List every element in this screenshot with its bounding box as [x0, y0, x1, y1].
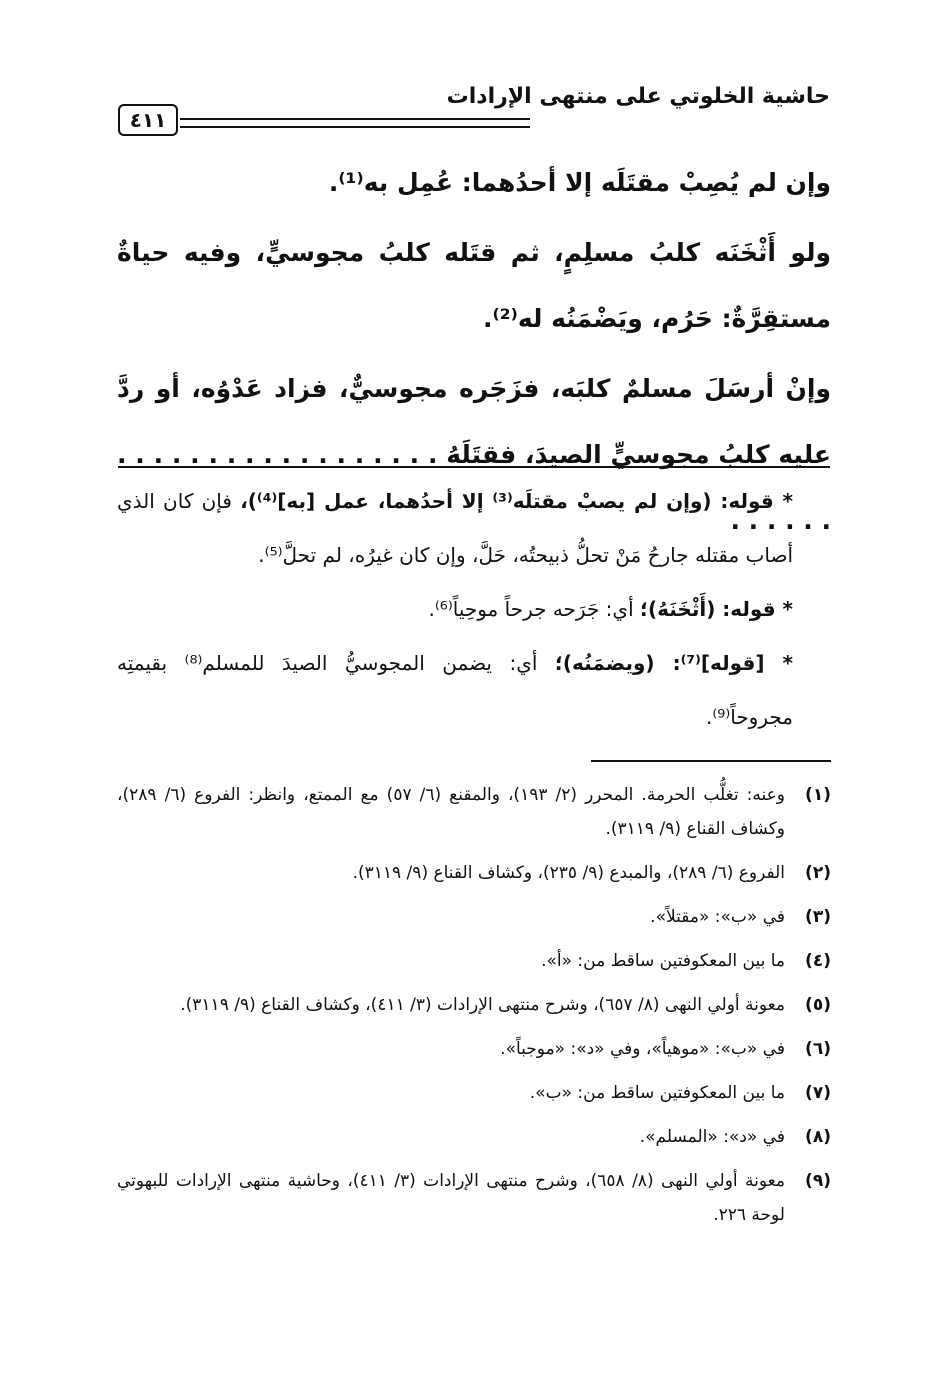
main-paragraph: ولو أَثْخَنَه كلبُ مسلِمٍ، ثم قتَله كلبُ مجوسيٍّ، وفيه حياةٌ مستقِرَّةٌ: حَرُم، ويَضْمَنُه له⁽²⁾. — [117, 238, 831, 333]
commentary-lemma: * قوله: (وإن لم يصبْ مقتلَه⁽³⁾ إلا أحدُهما، عمل [به]⁽⁴⁾)، — [240, 489, 793, 513]
footnote-text: في «ب»: «مقتلاً». — [650, 907, 785, 927]
footnote-text: معونة أولي النهى (٨/ ٦٥٧)، وشرح منتهى الإرادات (٣/ ٤١١)، وكشاف القناع (٩/ ٣١١٩). — [180, 995, 785, 1015]
footnote — [117, 1164, 831, 1232]
footnote-text: في «ب»: «موهياً»، وفي «د»: «موجباً». — [500, 1039, 785, 1059]
commentary-explanation: أي: جَرَحه جرحاً موحِياً⁽⁶⁾. — [428, 597, 640, 621]
footnote-text: الفروع (٦/ ٢٨٩)، والمبدع (٩/ ٢٣٥)، وكشاف القناع (٩/ ٣١١٩). — [352, 863, 785, 883]
commentary-paragraph — [117, 474, 831, 582]
footnote-number: (١) — [805, 785, 831, 805]
footnote-text: في «د»: «المسلم». — [639, 1127, 785, 1147]
footnote — [117, 988, 831, 1022]
commentary-explanation: أي: يضمن المجوسيُّ الصيدَ للمسلم⁽⁸⁾ بقيمتِه مجروحاً⁽⁹⁾. — [117, 651, 793, 729]
footnote-text: وعنه: تغلُّب الحرمة. المحرر (٢/ ١٩٣)، والمقنع (٦/ ٥٧) مع الممتع، وانظر: الفروع (٦/ ٢٨٩)، وكشاف القناع (٩/ ٣١١٩). — [117, 785, 785, 839]
page-number: ٤١١ — [118, 104, 178, 136]
footnote — [117, 900, 831, 934]
footnote-text: ما بين المعكوفتين ساقط من: «ب». — [529, 1083, 785, 1103]
footnote — [117, 1076, 831, 1110]
commentary-section — [117, 474, 831, 744]
footnote-number: (٩) — [805, 1171, 831, 1191]
main-paragraph: وإنْ أرسَلَ مسلمٌ كلبَه، فزَجَره مجوسيٌّ، فزاد عَدْوُه، أو ردَّ عليه كلبُ مجوسيٍّ الصيدَ، فقتَلَهُ . . . . . . . . . . . . . . . . . . . . . . . . — [117, 374, 831, 535]
commentary-explanation: فإن كان الذي أصاب مقتله جارحُ مَنْ تحلُّ ذبيحتُه، حَلَّ، وإن كان غيرُه، لم تحلَّ⁽⁵⁾. — [117, 489, 793, 567]
footnote-number: (٤) — [805, 951, 831, 971]
commentary-lemma: * قوله: (أَثْخَنَهُ)؛ — [639, 597, 793, 621]
footnote-text: ما بين المعكوفتين ساقط من: «أ». — [541, 951, 785, 971]
footnotes-section — [117, 778, 831, 1242]
page-header — [118, 78, 830, 138]
footnote-number: (٧) — [805, 1083, 831, 1103]
commentary-paragraph — [117, 582, 831, 636]
footnote-divider — [591, 760, 831, 762]
footnote-number: (٥) — [805, 995, 831, 1015]
footnote-number: (٣) — [805, 907, 831, 927]
footnote — [117, 944, 831, 978]
footnote — [117, 778, 831, 846]
commentary-lemma: * [قوله]⁽⁷⁾: (ويضمَنُه)؛ — [554, 651, 793, 675]
footnote — [117, 1032, 831, 1066]
commentary-paragraph — [117, 636, 831, 744]
footnote-number: (٢) — [805, 863, 831, 883]
main-text-divider — [118, 466, 830, 468]
footnote-number: (٨) — [805, 1127, 831, 1147]
footnote-text: معونة أولي النهى (٨/ ٦٥٨)، وشرح منتهى الإرادات (٣/ ٤١١)، وحاشية منتهى الإرادات للبهوتي لوحة ٢٢٦. — [117, 1171, 785, 1225]
running-title: حاشية الخلوتي على منتهى الإرادات — [446, 84, 830, 109]
footnote — [117, 856, 831, 890]
footnote-number: (٦) — [805, 1039, 831, 1059]
header-double-rule — [180, 118, 530, 128]
footnote — [117, 1120, 831, 1154]
main-paragraph: وإن لم يُصِبْ مقتَلَه إلا أحدُهما: عُمِل به⁽¹⁾. — [328, 168, 831, 197]
